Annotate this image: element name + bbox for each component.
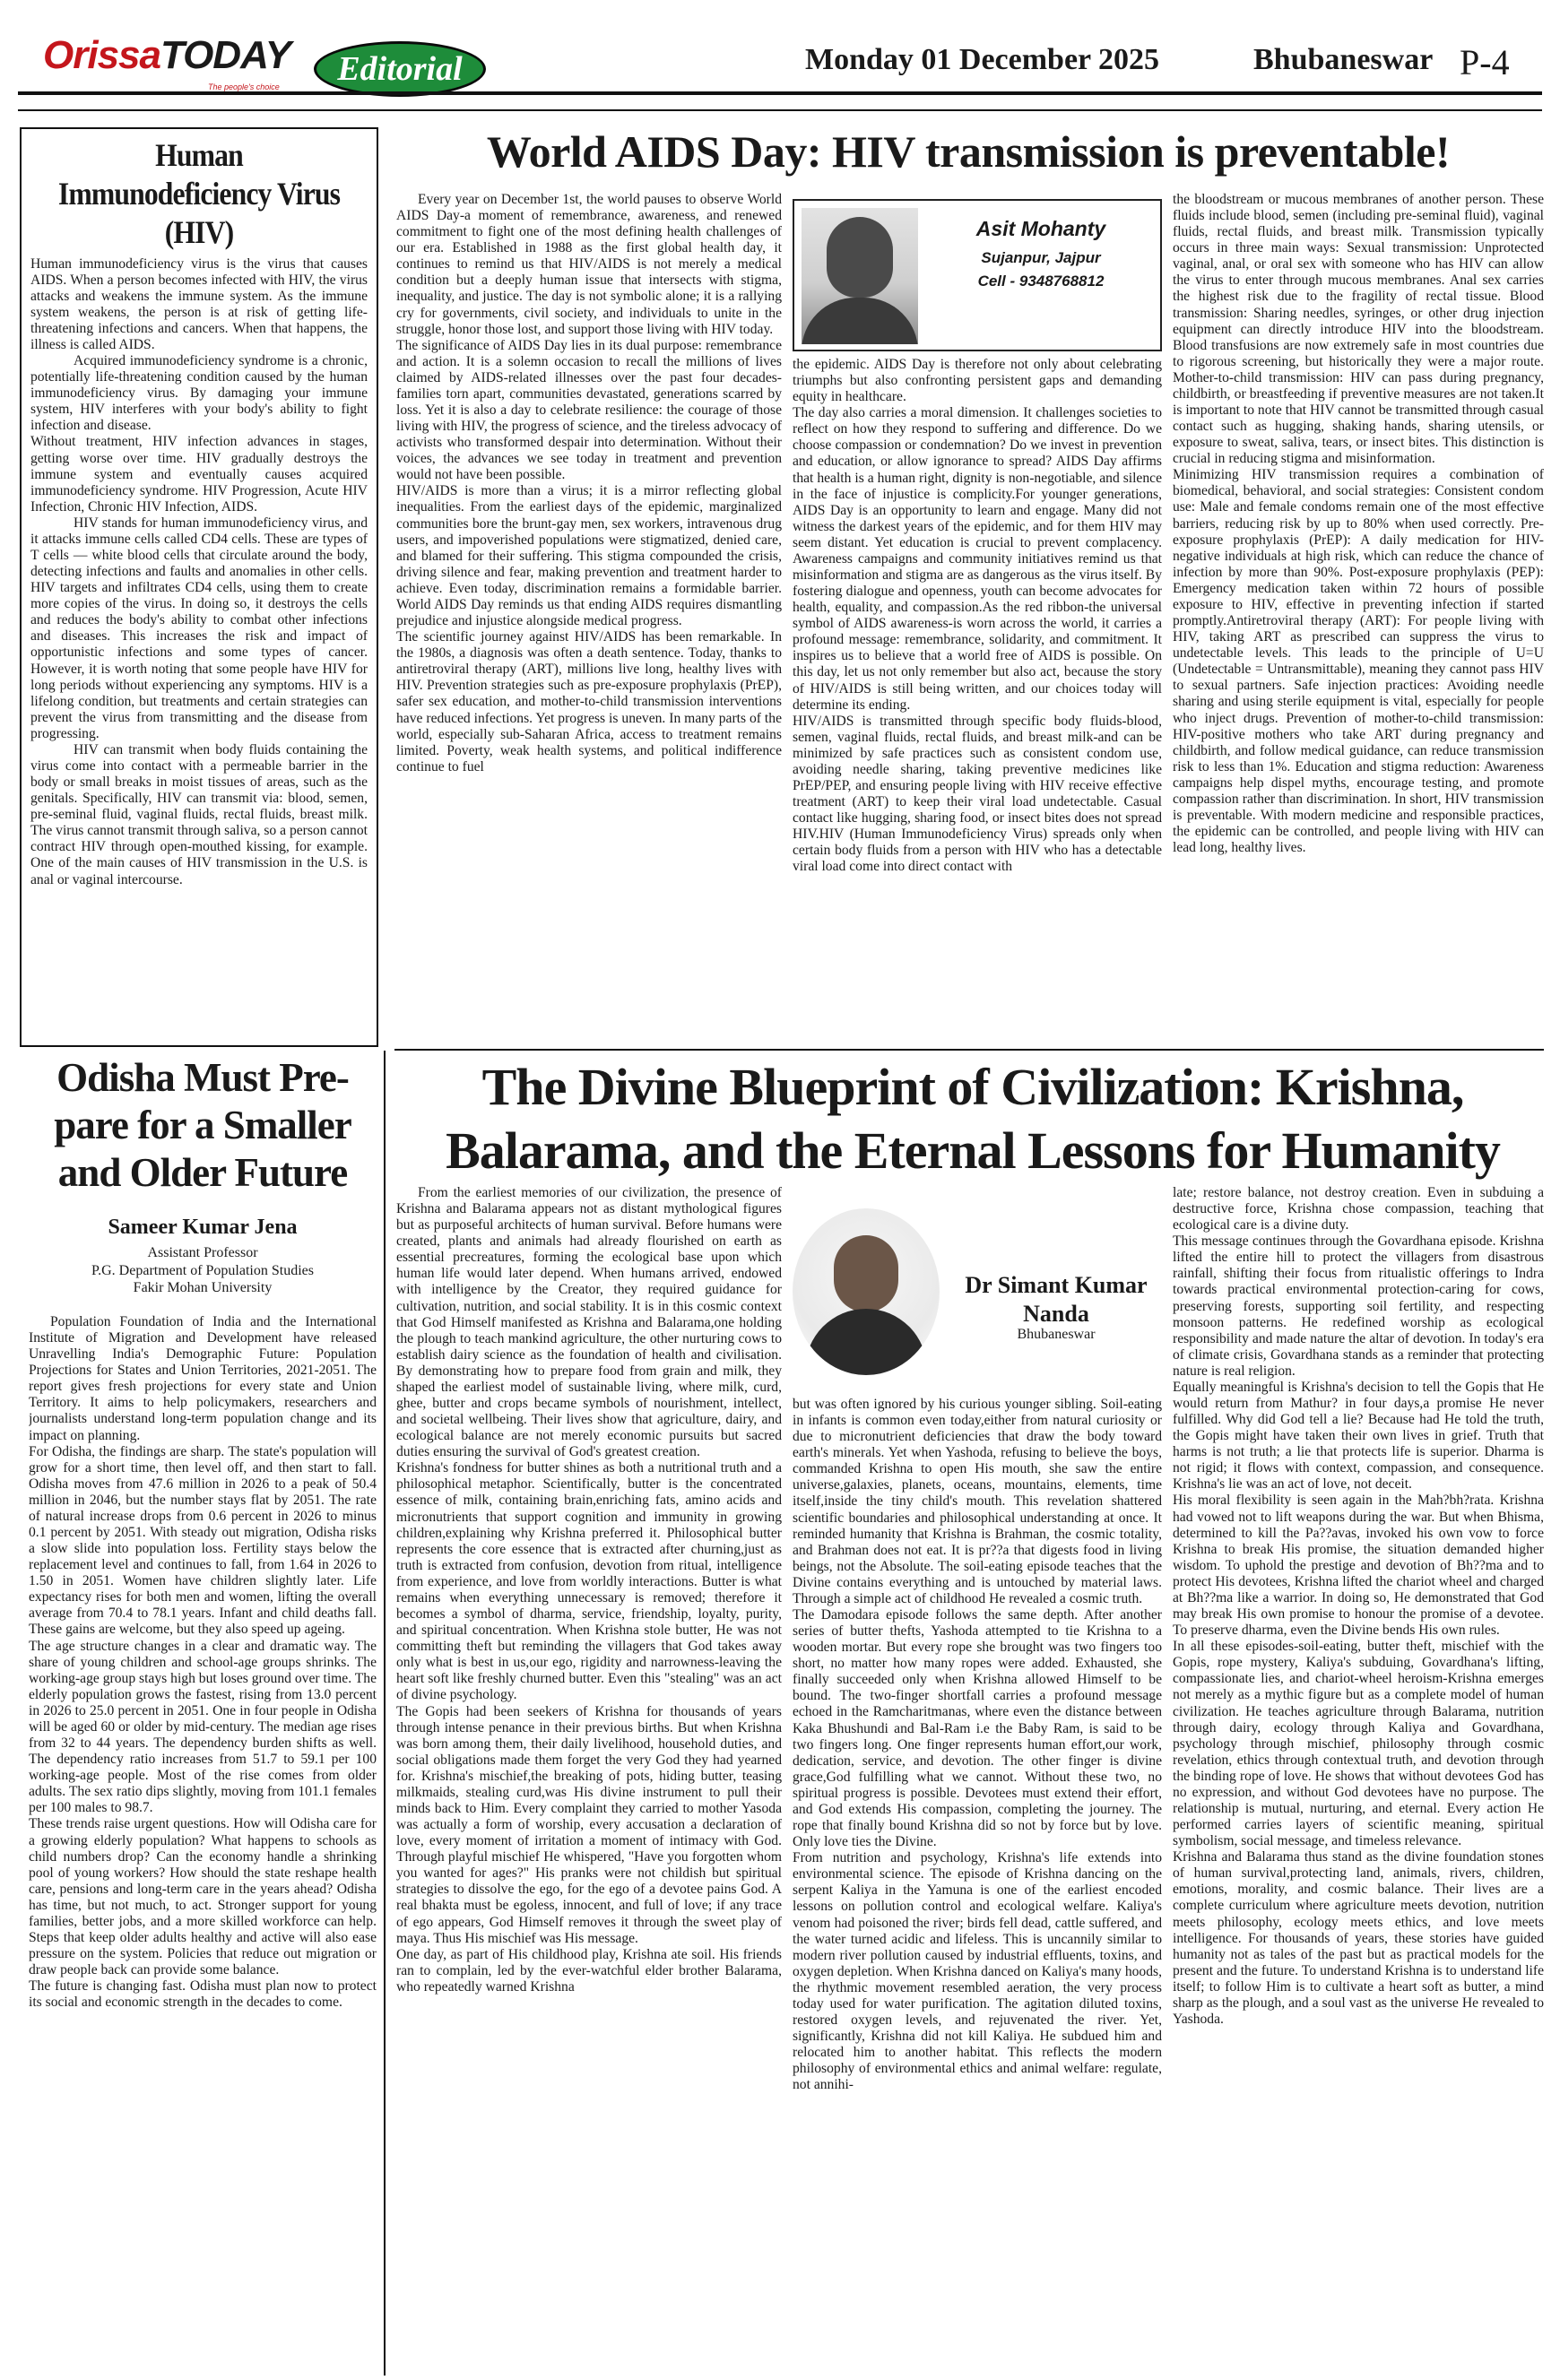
aids-paragraph: The day also carries a moral dimension. It challenges societies to reflect on how they respond to suffering and difference. Do we choose compassion or condemnation? Do we invest in prevention and education, or allow ignorance to spread? AIDS Day affirms that health is a human right, dignity is non-negotiable, and silence in the face of injustice is complicity.For younger generations, AIDS Day is an opportunity to learn and engage. Many did not witness the darkest years of the epidemic, and for them HIV may seem distant. Yet education is crucial to prevent complacency. Awareness campaigns and community initiatives remind us that misinformation and stigma are as dangerous as the virus itself. By fostering dialogue and openness, youth can become advocates for health, equality, and compassion.As the red ribbon-the universal symbol of AIDS awareness-is worn across the world, it carries a profound message: remembrance, solidarity, and commitment. It inspires us to believe that a world free of AIDS is possible. On this day, let us not only remember but also act, because the story of HIV/AIDS is still being written, and our choices today will determine its ending. [793, 405, 1162, 713]
divine-headline-line: The Divine Blueprint of Civilization: Krishna, [481, 1058, 1464, 1116]
aids-paragraph: HIV/AIDS is more than a virus; it is a mirror reflecting global inequalities. From the earliest days of the epidemic, marginalized communities bore the brunt-gay men, sex workers, intravenous drug users, and impoverished populations were stigmatized, denied care, and blamed for their suffering. This stigma compounded the crisis, driving silence and fear, making prevention and treatment harder to achieve. Even today, discrimination remains a formidable barrier. World AIDS Day reminds us that ending AIDS requires dismantling prejudice and injustice alongside medical progress. [396, 483, 782, 629]
portrait-body [805, 1309, 927, 1375]
odisha-headline [29, 1054, 377, 1197]
masthead-rule-thin [18, 109, 1542, 111]
divine-paragraph: One day, as part of His childhood play, Krishna ate soil. His friends ran to complain, led by the ever-watchful elder brother Balarama, who repeatedly warned Krishna [396, 1946, 782, 1995]
logo-today: TODAY [160, 33, 290, 77]
divine-paragraph: The Damodara episode follows the same depth. After another series of butter thefts, Yashoda attempted to tie Krishna to a wooden mortar. But every rope she brought was two fingers too short, no matter how many ropes were added. Exhausted, she finally succeeded only when Krishna allowed Himself to be bound. The two-finger shortfall carries a profound message echoed in the Ramcharitmanas, where even the distance between Kaka Bhushundi and Bal-Ram i.e the Baby Ram, is said to be two fingers long. One finger represents human effort,our work, dedication, service, and devotion. The other finger is divine grace,God fulfilling what we cannot. Without these two, no spiritual progress is possible. Devotees must extend their effort, and God extends His compassion, completing the journey. The rope that finally bound Krishna did so not by force but by love. Only love ties the Divine. [793, 1607, 1162, 1850]
divine-paragraph: Krishna's fondness for butter shines as both a nutritional truth and a philosophical metaphor. Scientifically, butter is the concentrated essence of milk, containing brain,enriching fats, amino acids and micronutrients that support cognition and immunity in growing children,explaining why Krishna preferred it. Philosophical butter represents the core essence that is extracted after churning,just as truth is extracted from confusion, devotion from ritual, intelligence from experience, and love from worldly interactions. Butter is what remains when everything unnecessary is removed; therefore it becomes a symbol of dharma, service, friendship, loyalty, purity, and spiritual concentration. When Krishna stole butter, He was not committing theft but reminding the villagers that God takes away only what is best in us,our ego, rigidity and narrowness-leaving the heart soft like freshly churned butter. Even this "stealing" was an act of divine psychology. [396, 1460, 782, 1703]
hiv-paragraph: HIV stands for human immunodeficiency virus, and it attacks immune cells called CD4 cells. These are types of T cells — white blood cells that circulate around the body, detecting infections and faults and anomalies in other cells. HIV targets and infiltrates CD4 cells, using them to create more copies of the virus. In doing so, it destroys the cells and reduces the body's ability to combat other infections and diseases. This increases the risk and impact of opportunistic infections and some types of cancer. However, it is worth noting that some people have HIV for long periods without experiencing any symptoms. HIV is a lifelong condition, but treatments and certain strategies can prevent the virus from transmitting and the disease from progressing. [30, 515, 368, 741]
aids-headline: World AIDS Day: HIV transmission is preventable! [486, 126, 1451, 177]
masthead-rule [18, 91, 1542, 95]
odisha-headline-line: and Older Future [57, 1150, 348, 1196]
divine-paragraph: In all these episodes-soil-eating, butter theft, mischief with the Gopis, rope mystery, Kaliya's subduing, Govardhana's lifting, compassionate lies, and chariot-wheel heroism-Krishna emerges not merely as a mythic figure but as a complete model of human civilization. He teaches agriculture through Balarama, nutrition through dairy, ecology through Kaliya and Govardhana, psychology through mischief, philosophy through cosmic revelation, ethics through contextual truth, and devotion through the binding rope of love. He shows that without devotees God has no expression, and without God devotees have no purpose. The relationship is mutual, nurturing, and eternal. Every action He performed carries layers of scientific meaning, spiritual symbolism, social message, and timeless relevance. [1173, 1639, 1544, 1849]
masthead [0, 0, 1560, 115]
hiv-paragraph: Acquired immunodeficiency syndrome is a chronic, potentially life-threatening condition caused by the human immunodeficiency virus. By damaging your immune system, HIV interferes with your body's ability to fight infection and disease. [30, 353, 368, 434]
odisha-paragraph: The future is changing fast. Odisha must plan now to protect its social and economic strength in the decades to come. [29, 1978, 377, 2011]
hiv-paragraph: Without treatment, HIV infection advances in stages, getting worse over time. HIV gradually destroys the immune system and eventually causes acquired immunodeficiency syndrome. HIV Progression, Acute HIV Infection, Chronic HIV Infection, AIDS. [30, 434, 368, 515]
aids-author-place: Sujanpur, Jajpur [981, 249, 1101, 266]
author-photo-box [793, 199, 1162, 351]
section-badge: Editorial [314, 41, 486, 97]
divine-author-box [793, 1192, 1162, 1391]
odisha-paragraph: For Odisha, the findings are sharp. The state's population will grow for a short time, then level off, and then start to fall. Odisha moves from 47.6 million in 2026 to a peak of 50.4 million in 2046, but the number stays flat by 2051. The rate of natural increase drops from 0.6 percent in 2026 to minus 0.1 percent by 2051. With steady out migration, Odisha risks a slow slide into population loss. Fertility stays below the replacement level and continues to fall, from 1.64 in 2026 to 1.50 in 2051. Women have children slightly later. Life expectancy rises for both men and women, lifting the overall average from 70.4 to 78.1 years. Infant and child deaths fall. These gains are welcome, but they also speed up ageing. [29, 1443, 377, 1638]
odisha-headline-line: pare for a Smaller [54, 1103, 351, 1148]
divine-paragraph: but was often ignored by his curious younger sibling. Soil-eating in infants is common even today,either from natural curiosity or due to micronutrient deficiencies that draw the body toward earth's minerals. Yet when Yashoda, refusing to believe the boys, commanded Krishna to open His mouth, she saw the entire universe,galaxies, planets, oceans, mountains, elements, time itself,inside the tiny child's mouth. This revelation shattered scientific boundaries and philosophical understanding at once. It reminded humanity that Krishna is Brahman, the cosmic totality, and Brahman does not eat. It is pr??a that digests food in living beings, not the Absolute. The soil-eating episode teaches that the Divine contains everything and is untouched by material laws. Through a simple act of childhood He revealed a cosmic truth. [793, 1397, 1162, 1606]
odisha-author: Sameer Kumar Jena [108, 1216, 298, 1239]
aids-paragraph: Every year on December 1st, the world pauses to observe World AIDS Day-a moment of remembrance, awareness, and renewed commitment to fight one of the most defining health challenges of our era. Established in 1988 as the first global health day, it continues to remind us that HIV/AIDS is not merely a medical condition but a deeply human issue that intersects with stigma, inequality, and justice. The day is not symbolic alone; it is a rallying cry for governments, civil society, and individuals to unite in the struggle, honor those lost, and support those living with HIV today. [396, 192, 782, 337]
divine-author-name-line: Nanda [1023, 1300, 1089, 1327]
odisha-paragraph: Population Foundation of India and the International Institute of Migration and Development have released Unravelling India's Demographic Future: Population Projections for States and Union Territories, 2021-2051. The report gives fresh projections for every state and Union Territory. It aims to help policymakers, researchers and journalists understand long-term population change and its impact on planning. [29, 1314, 377, 1443]
divine-author-name-line: Dr Simant Kumar [965, 1272, 1148, 1298]
divine-paragraph: Equally meaningful is Krishna's decision to tell the Gopis that He would return from Mathur? in four days,a promise He never fulfilled. Why did God tell a lie? Because had He told the truth, the Gopis might have taken their own lives in grief. Truth that harms is not truth; a lie that protects life is superior. Dharma is not rigid; it flows with context, compassion, and consequence. Krishna's lie was an act of love, not deceit. [1173, 1379, 1544, 1493]
odisha-body [29, 1314, 377, 2376]
divine-author-portrait [793, 1208, 940, 1375]
divine-paragraph: From nutrition and psychology, Krishna's life extends into environmental science. The episode of Krishna dancing on the serpent Kaliya in the Yamuna is one of the earliest encoded lessons on pollution control and ecological welfare. Kaliya's venom had poisoned the river; birds fell dead, cattle suffered, and the water turned acidic and lifeless. This is uncannily similar to modern river pollution caused by industrial effluents, toxins, and oxygen depletion. When Krishna danced on Kaliya's many hoods, the rhythmic movement resembled aeration, the very process today used for water purification. The agitation diluted toxins, restored oxygen levels, and rejuvenated the river. Yet, significantly, Krishna did not kill Kaliya. He subdued him and relocated him to another habitat. This reflects the modern philosophy of environmental ethics and animal welfare: regulate, not annihi- [793, 1850, 1162, 2093]
newspaper-logo[interactable] [43, 33, 290, 77]
hiv-box-body [30, 256, 368, 888]
aids-author-cell: Cell - 9348768812 [977, 273, 1105, 290]
divine-paragraph: His moral flexibility is seen again in the Mah?bh?rata. Krishna had vowed not to lift weapons during the war. But when Bhisma, determined to kill the Pa??avas, invoked his own vow to force Krishna to break His promise, the situation demanded higher wisdom. To uphold the prestige and devotion of Bh??ma and to protect His devotees, Krishna lifted the chariot wheel and charged at Bh??ma like a warrior. In doing so, He demonstrated that God may break His own promise to honour the promise of a devotee. To preserve dharma, even the Divine bends His own rules. [1173, 1493, 1544, 1639]
page-number: P-4 [1460, 42, 1510, 82]
divine-paragraph: From the earliest memories of our civilization, the presence of Krishna and Balarama appears not as distant mythological figures but as purposeful architects of human survival. Before humans were created, plants and animals had already flourished on earth as essential precreatures, forming the ecological base upon which human life would later depend. When humans arrived, endowed with intelligence by the Creator, they required guidance for cultivation, nutrition, and social stability. It is in this cosmic context that God Himself manifested as Krishna and Balarama,one holding the plough to teach mankind agriculture, the other nurturing cows to establish dairy science as the foundation of health and civilisation. By demonstrating how to prepare food from grain and milk, they shaped the earliest model of sustainable living, where milk, curd, ghee, butter and crops became symbols of nourishment, intellect, and societal wellbeing. Their lives show that agriculture, dairy, and ecological balance are not merely economic pursuits but sacred duties ensuring the survival of God's greatest creation. [396, 1185, 782, 1460]
issue-city: Bhubaneswar [1253, 43, 1434, 76]
odisha-aff-line: Fakir Mohan University [133, 1280, 273, 1296]
odisha-aff-line: Assistant Professor [147, 1245, 258, 1260]
divine-headline [394, 1056, 1551, 1183]
hiv-box-title: Human Immunodeficiency Virus (HIV) [57, 137, 341, 251]
logo-orissa: Orissa [43, 33, 160, 77]
section-divider [394, 1049, 1544, 1051]
portrait-head [827, 217, 893, 298]
divine-column-3 [1173, 1185, 1544, 2376]
divine-paragraph: The Gopis had been seekers of Krishna for thousands of years through intense penance in their previous births. But when Krishna was born among them, their daily livelihood, household duties, and social obligations made them forget the very God they had yearned for. Krishna's mischief,the breaking of pots, hiding butter, teasing milkmaids, stealing curd,was His divine instrument to pull their minds back to Him. Every complaint they carried to mother Yasoda was actually a form of worship, every accusation a declaration of love, every moment of irritation a moment of intimacy with God. Through playful mischief He whispered, "Have you forgotten whom you wanted for ages?" His pranks were not childish but spiritual strategies to dissolve the ego, for the ego of a devotee pains God. A real bhakta must be egoless, innocent, and full of love; if any trace of ego appears, God Himself removes it through the sweet play of maya. Thus His mischief was His message. [396, 1703, 782, 1946]
odisha-paragraph: These trends raise urgent questions. How will Odisha care for a growing elderly population? What happens to schools as child numbers drop? Can the economy handle a shrinking pool of young workers? How should the state reshape health care, pensions and long-term care in the years ahead? Odisha has time, but not much, to act. Stronger support for young families, better jobs, and a more skilled workforce can help. Steps that keep older adults healthy and active will also ease pressure on the system. Policies that reduce out migration or draw people back can provide some balance. [29, 1816, 377, 1978]
aids-column-1 [396, 192, 782, 1045]
issue-date: Monday 01 December 2025 [805, 43, 1160, 76]
aids-paragraph: the epidemic. AIDS Day is therefore not only about celebrating triumphs but also confronting persistent gaps and demanding equity in healthcare. [793, 357, 1162, 405]
logo-tagline: The people's choice [208, 82, 280, 91]
divine-paragraph: Krishna and Balarama thus stand as the divine foundation stones of human survival,protecting land, animals, rivers, children, emotions, morality, and cosmic balance. Their lives are a complete curriculum where agriculture meets devotion, nutrition meets philosophy, ecology meets ethics, and love meets intelligence. For thousands of years, these stories have guided humanity not as tales of the past but as practical models for the present and the future. To understand Krishna is to understand life itself; to follow Him is to cultivate a heart soft as butter, a mind sharp as the plough, and a soul vast as the universe He revealed to Yashoda. [1173, 1849, 1544, 2027]
aids-paragraph: the bloodstream or mucous membranes of another person. These fluids include blood, semen (including pre-seminal fluid), vaginal fluids, rectal fluids, and breast milk. Transmission typically occurs in three main ways: Sexual transmission: Unprotected vaginal, anal, or oral sex with someone who has HIV can allow the virus to enter through mucous membranes. Anal sex carries the highest risk due to the fragility of rectal tissue. Blood transmission: Sharing needles, syringes, or other drug injection equipment can directly introduce HIV into the bloodstream. Blood transfusions are now extremely safe in most countries due to rigorous screening, but historically they were a major route. Mother-to-child transmission: HIV can pass during pregnancy, childbirth, or breastfeeding if preventive measures are not taken.It is important to note that HIV cannot be transmitted through casual contact such as hugging, shaking hands, sharing utensils, or exposure to sweat, saliva, tears, or insect bites. This distinction is crucial in reducing stigma and misinformation. [1173, 192, 1544, 467]
divine-paragraph: late; restore balance, not destroy creation. Even in subduing a destructive force, Krishna chose compassion, teaching that ecological care is a divine duty. [1173, 1185, 1544, 1233]
author-portrait [802, 208, 918, 344]
odisha-paragraph: The age structure changes in a clear and dramatic way. The share of young children and school-age groups shrinks. The working-age group stays high but loses ground over time. The elderly population grows the fastest, rising from 13.0 percent in 2026 to 25.0 percent in 2051. One in four people in Odisha will be aged 60 or older by mid-century. The median age rises from 32 to 44 years. The dependency burden shifts as well. The dependency ratio increases from 51.7 to 59.1 per 100 working-age people. Most of the rise comes from older adults. The sex ratio dips slightly, moving from 101.1 females per 100 males to 98.7. [29, 1638, 377, 1816]
portrait-head [834, 1235, 898, 1312]
aids-column-3 [1173, 192, 1544, 1045]
portrait-body [802, 298, 918, 344]
divine-column-2 [793, 1397, 1162, 2376]
aids-paragraph: Minimizing HIV transmission requires a combination of biomedical, behavioral, and social strategies: Consistent condom use: Male and female condoms remain one of the most effective barriers, reducing risk by up to 80% when used correctly. Pre-exposure prophylaxis (PrEP): A daily medication for HIV-negative individuals at high risk, which can reduce the chance of infection by more than 90%. Post-exposure prophylaxis (PEP): Emergency medication taken within 72 hours of possible exposure to HIV, effective in preventing infection if started promptly.Antiretroviral therapy (ART): For people living with HIV, taking ART as prescribed can suppress the virus to undetectable levels. This leads to the principle of U=U (Undetectable = Untransmittable), meaning they cannot pass HIV to sexual partners. Safe injection practices: Avoiding needle sharing and using sterile equipment is vital, especially for people who inject drugs. Prevention of mother-to-child transmission: HIV-positive mothers who take ART during pregnancy and childbirth, and follow medical guidance, can reduce transmission risk to less than 1%. Education and stigma reduction: Awareness campaigns help dispel myths, encourage testing, and promote compassion rather than discrimination. In short, HIV transmission is preventable. With modern medicine and responsible practices, the epidemic can be controlled, and people living with HIV can lead long, healthy lives. [1173, 467, 1544, 856]
column-divider [384, 1051, 386, 2376]
odisha-headline-line: Odisha Must Pre- [56, 1055, 349, 1100]
divine-author-place: Bhubaneswar [1017, 1327, 1096, 1342]
aids-author-name: Asit Mohanty [975, 217, 1106, 240]
hiv-sidebar-box [20, 127, 378, 1047]
odisha-aff-line: P.G. Department of Population Studies [91, 1262, 314, 1278]
aids-paragraph: The significance of AIDS Day lies in its dual purpose: remembrance and action. It is a solemn occasion to recall the millions of lives claimed by AIDS-related illnesses over the past four decades-families torn apart, communities devastated, generations scarred by loss. Yet it is also a day to celebrate resilience: the courage of those living with HIV, the progress of science, and the tireless advocacy of activists who transformed despair into determination. Without their voices, the advances we see today in treatment and prevention would not have been possible. [396, 337, 782, 483]
odisha-affiliation [29, 1244, 377, 1297]
aids-column-2 [793, 357, 1162, 1045]
hiv-paragraph: HIV can transmit when body fluids containing the virus come into contact with a permeable barrier in the body or small breaks in moist tissues of areas, such as the genitals. Specifically, HIV can transmit via: blood, semen, pre-seminal fluid, vaginal fluids, rectal fluids, breast milk. The virus cannot transmit through saliva, so a person cannot contract HIV through open-mouthed kissing, for example. One of the main causes of HIV transmission in the U.S. is anal or vaginal intercourse. [30, 741, 368, 887]
aids-paragraph: The scientific journey against HIV/AIDS has been remarkable. In the 1980s, a diagnosis was often a death sentence. Today, thanks to antiretroviral therapy (ART), millions live long, healthy lives with HIV. Prevention strategies such as pre-exposure prophylaxis (PrEP), safer sex education, and mother-to-child transmission interventions have reduced infections. Yet progress is uneven. In many parts of the world, especially sub-Saharan Africa, access to treatment remains limited. Poverty, weak health systems, and political indifference continue to fuel [396, 629, 782, 775]
divine-paragraph: This message continues through the Govardhana episode. Krishna lifted the entire hill to protect the villagers from disastrous rainfall, shifting their focus from ritualistic offerings to Indra towards practical environmental protection-caring for cows, preserving forests, supporting soil fertility, and respecting monsoon patterns. He redefined worship as ecological responsibility and made nature the altar of devotion. In today's era of climate crisis, Govardhana stands as a reminder that protecting nature is real religion. [1173, 1233, 1544, 1379]
divine-headline-line: Balarama, and the Eternal Lessons for Humanity [446, 1121, 1500, 1180]
aids-paragraph: HIV/AIDS is transmitted through specific body fluids-blood, semen, vaginal fluids, rectal fluids, and breast milk-and can be minimized by safe practices such as consistent condom use, avoiding needle sharing, taking preventive medicines like PrEP/PEP, and ensuring people living with HIV receive effective treatment (ART) to keep their viral load undetectable. Casual contact like hugging, sharing food, or insect bites does not spread HIV.HIV (Human Immunodeficiency Virus) spreads only when certain body fluids from a person with HIV who has a detectable viral load come into direct contact with [793, 713, 1162, 875]
divine-column-1 [396, 1185, 782, 2376]
hiv-paragraph: Human immunodeficiency virus is the virus that causes AIDS. When a person becomes infected with HIV, the virus attacks and weakens the immune system. As the immune system weakens, the person is at risk of getting life-threatening infections and cancers. When that happens, the illness is called AIDS. [30, 255, 368, 352]
divine-author-name [950, 1271, 1162, 1328]
